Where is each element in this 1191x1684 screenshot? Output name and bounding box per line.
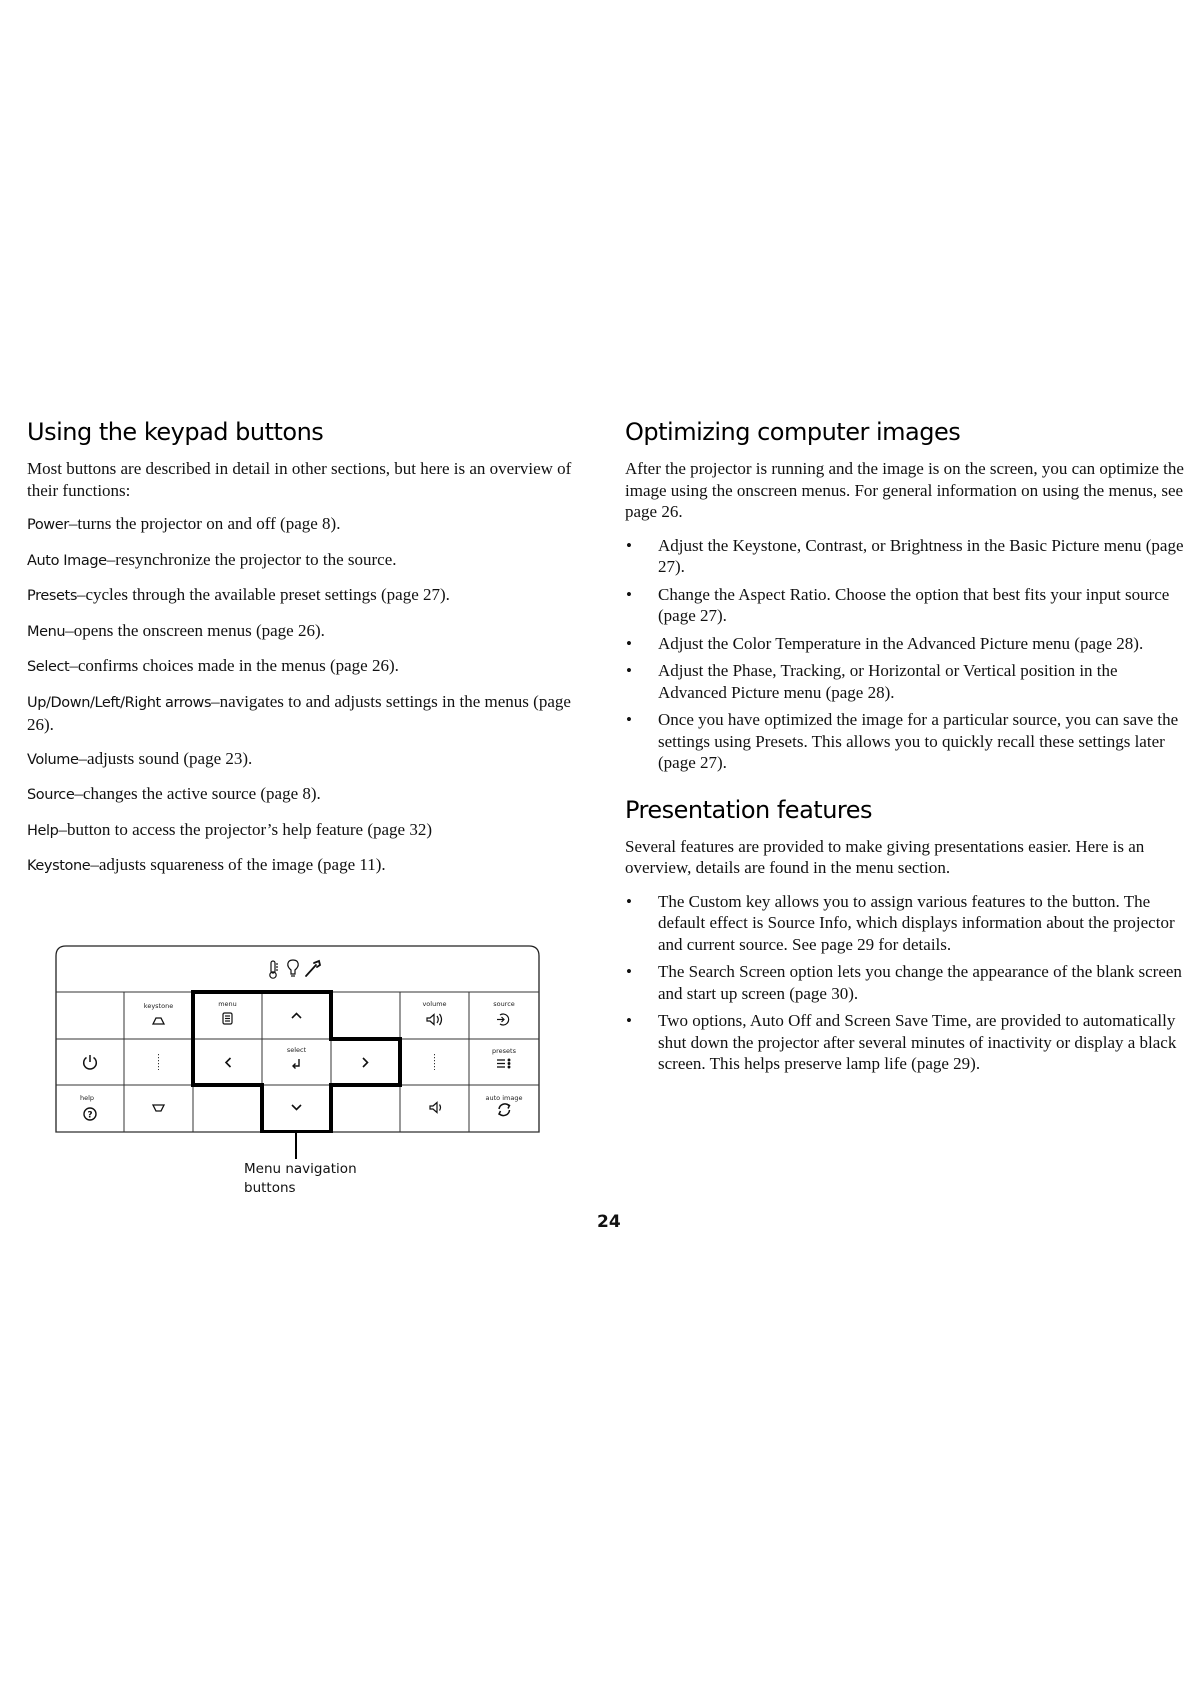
definition-menu: Menu–opens the onscreen menus (page 26).: [27, 620, 325, 640]
right-column: [625, 418, 1185, 1081]
caption-leader: [295, 1133, 297, 1159]
keypad-grid: [56, 992, 539, 1132]
menu-navigation-caption: Menu navigation buttons: [244, 1161, 357, 1196]
select-label: select: [286, 1046, 307, 1054]
volume-label: volume: [422, 1000, 447, 1008]
page-number: 24: [597, 1212, 621, 1232]
down-arrow-icon[interactable]: [292, 1105, 301, 1110]
menu-icon[interactable]: [223, 1013, 232, 1024]
list-item: • Adjust the Phase, Tracking, or Horizontal or Vertical position in the Advanced Picture menu (page 28).: [626, 661, 1118, 702]
presentation-intro: Several features are provided to make giving presentations easier. Here is an overview, details are found in the menu section.: [625, 836, 1145, 877]
keypad-intro: Most buttons are described in detail in other sections, but here is an overview of their functions:: [27, 459, 572, 500]
lamp-icon: [288, 960, 298, 976]
source-icon[interactable]: [497, 1014, 509, 1025]
presets-icon[interactable]: [497, 1059, 510, 1068]
definition-volume: Volume–adjusts sound (page 23).: [27, 748, 253, 768]
source-label: source: [493, 1000, 515, 1008]
thermometer-icon: [270, 961, 278, 978]
volume-down-icon[interactable]: [430, 1103, 441, 1113]
keystone-down-icon[interactable]: [153, 1105, 164, 1111]
volume-up-icon[interactable]: [427, 1014, 442, 1025]
keystone-up-icon[interactable]: [153, 1018, 164, 1024]
list-item: • Once you have optimized the image for a particular source, you can save the settings using Presets. This allows you to quickly recall these settings later (page 27).: [626, 710, 1179, 772]
optimizing-list: [625, 535, 1185, 774]
definition-arrows: Up/Down/Left/Right arrows–navigates to and adjusts settings in the menus (page 26).: [27, 691, 571, 734]
enter-icon[interactable]: [293, 1059, 299, 1069]
definition-power: Power–turns the projector on and off (page 8).: [27, 514, 341, 533]
left-arrow-icon[interactable]: [226, 1058, 231, 1067]
optimizing-intro: After the projector is running and the image is on the screen, you can optimize the image using the onscreen menus. For general information on using the menus, see page 26.: [625, 459, 1184, 521]
definition-select: Select–confirms choices made in the menus (page 26).: [27, 656, 399, 675]
up-arrow-icon[interactable]: [292, 1014, 301, 1019]
definition-source: Source–changes the active source (page 8).: [27, 784, 321, 803]
list-item: • Two options, Auto Off and Screen Save Time, are provided to automatically shut down the projector after several minutes of inactivity or display a black screen. This helps preserve lamp life (page 29).: [626, 1011, 1177, 1073]
definition-help: Help–button to access the projector’s help feature (page 32): [27, 819, 433, 839]
presentation-list: [625, 891, 1185, 1075]
section-heading-keypad: Using the keypad buttons: [27, 418, 324, 446]
auto-image-icon[interactable]: [499, 1104, 510, 1116]
list-item: • The Search Screen option lets you change the appearance of the blank screen and start up screen (page 30).: [626, 962, 1182, 1003]
presets-label: presets: [492, 1047, 516, 1055]
help-label: help: [79, 1094, 95, 1102]
keystone-label: keystone: [143, 1002, 174, 1010]
section-heading-optimizing: Optimizing computer images: [625, 418, 961, 446]
right-arrow-icon[interactable]: [363, 1058, 368, 1067]
button-definitions: [27, 513, 587, 878]
svg-text:?: ?: [87, 1110, 93, 1121]
menu-label: menu: [218, 1000, 237, 1008]
list-item: • The Custom key allows you to assign various features to the button. The default effect is Source Info, which displays information about the projector and current source. See page 29 for details.: [626, 891, 1175, 954]
help-icon[interactable]: [84, 1108, 96, 1121]
definition-auto-image: Auto Image–resynchronize the projector to the source.: [27, 549, 397, 569]
power-icon[interactable]: [84, 1055, 97, 1069]
list-item: • Adjust the Keystone, Contrast, or Brightness in the Basic Picture menu (page 27).: [626, 535, 1184, 576]
definition-presets: Presets–cycles through the available preset settings (page 27).: [27, 585, 450, 604]
keypad-diagram: [55, 944, 540, 1133]
wrench-icon: [306, 961, 320, 976]
left-column: [27, 418, 587, 890]
list-item: • Adjust the Color Temperature in the Advanced Picture menu (page 28).: [626, 633, 1144, 653]
auto-image-label: auto image: [485, 1094, 523, 1102]
definition-keystone: Keystone–adjusts squareness of the image (page 11).: [27, 855, 386, 874]
section-heading-presentation: Presentation features: [625, 795, 873, 824]
list-item: • Change the Aspect Ratio. Choose the option that best fits your input source (page 27).: [626, 584, 1170, 625]
